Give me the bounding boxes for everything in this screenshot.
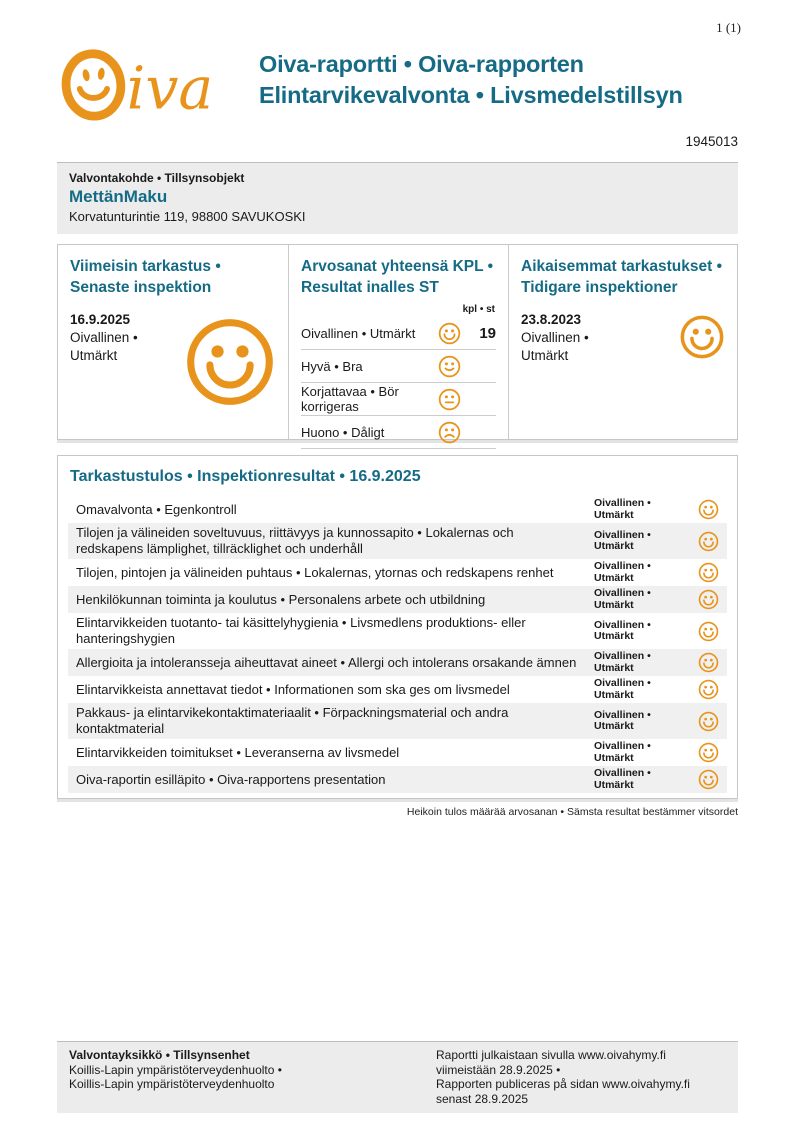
inspection-result-grade: Oivallinen • Utmärkt [594,497,651,521]
supervision-unit-line2: Koillis-Lapin ympäristöterveydenhuolto [69,1077,275,1091]
establishment-label: Valvontakohde • Tillsynsobjekt [69,171,245,185]
smiley-excellent-icon [698,499,719,520]
inspection-result-label: Elintarvikkeiden tuotanto- tai käsittelyhygienia • Livsmedlens produktions- eller hanteringshygien [76,615,526,646]
smiley-excellent-icon [698,679,719,700]
inspection-result-grade: Oivallinen • Utmärkt [594,560,651,584]
grade-summary-row [301,383,496,416]
smiley-excellent-icon [679,314,725,360]
smiley-excellent-icon [698,562,719,583]
inspection-result-row [68,766,727,793]
supervision-unit-line1: Koillis-Lapin ympäristöterveydenhuolto • [69,1062,282,1077]
page-number: 1 (1) [716,20,741,35]
inspection-result-grade: Oivallinen • Utmärkt [594,708,651,732]
inspection-result-grade: Oivallinen • Utmärkt [594,528,651,552]
grade-summary-row-label: Korjattavaa • Bör korrigeras [301,384,399,414]
inspection-result-row [68,676,727,703]
previous-inspections-heading: Aikaisemmat tarkastukset • Tidigare inspektioner [521,258,723,296]
inspection-result-row [68,649,727,676]
inspection-result-label: Oiva-raportin esilläpito • Oiva-rapportens presentation [76,771,386,787]
previous-inspection-date: 23.8.2023 [521,312,582,327]
smiley-excellent-icon [698,742,719,763]
report-title-line2: Elintarvikevalvonta • Livsmedelstillsyn [259,82,683,108]
inspection-result-grade: Oivallinen • Utmärkt [594,740,651,764]
smiley-excellent-icon [698,531,719,552]
report-title [259,49,683,111]
latest-inspection-heading [70,257,276,298]
report-footer [57,1041,738,1113]
publication-line2: viimeistään 28.9.2025 • [436,1062,561,1077]
inspection-result-label: Omavalvonta • Egenkontroll [76,501,237,517]
inspection-result-row [68,739,727,766]
inspection-result-row [68,559,727,586]
previous-inspection-result [521,312,589,365]
inspection-result-row [68,703,727,739]
publication-line4: senast 28.9.2025 [436,1091,529,1106]
inspection-results-box [57,455,738,799]
inspection-result-grade: Oivallinen • Utmärkt [594,650,651,674]
grade-summary-row [301,350,496,383]
inspection-results-rows [68,496,727,793]
inspection-result-label: Pakkaus- ja elintarvikekontaktimateriaalit • Förpackningsmaterial och andra kontaktmaterial [76,705,509,736]
report-title-line1: Oiva-raportti • Oiva-rapporten [259,51,584,77]
inspection-result-label: Tilojen ja välineiden soveltuvuus, riittävyys ja kunnossapito • Lokalernas och redskapens lämplighet, tillräcklighet och underhåll [76,525,514,556]
inspection-result-row [68,496,727,523]
latest-inspection-grade: Oivallinen • Utmärkt [70,330,138,363]
inspection-result-row [68,613,727,649]
inspection-result-label: Elintarvikkeista annettavat tiedot • Informationen som ska ges om livsmedel [76,681,510,697]
report-header [57,0,738,124]
smiley-excellent-icon [698,589,719,610]
inspection-result-label: Elintarvikkeiden toimitukset • Leveranserna av livsmedel [76,744,400,760]
smiley-excellent-icon [184,316,276,408]
inspection-result-grade: Oivallinen • Utmärkt [594,587,651,611]
inspection-result-row [68,586,727,613]
establishment-address: Korvatunturintie 119, 98800 SAVUKOSKI [69,209,306,224]
inspection-result-label: Allergioita ja intoleransseja aiheuttavat aineet • Allergi och intolerans orsakande ämnen [76,654,577,670]
inspection-result-label: Henkilökunnan toiminta ja koulutus • Personalens arbete och utbildning [76,591,486,607]
publication-info [436,1048,726,1106]
publication-line3: Rapporten publiceras på sidan www.oivahymy.fi [436,1077,690,1091]
logo-text: iva [126,54,214,123]
smiley-excellent-icon [698,769,719,790]
inspection-result-grade: Oivallinen • Utmärkt [594,767,651,791]
grade-summary-row-count: 19 [479,324,496,342]
inspection-summary-box [57,244,738,440]
results-footnote: Heikoin tulos määrää arvosanan • Sämsta resultat bestämmer vitsordet [406,806,738,818]
latest-inspection-heading-line2: Senaste inspektion [70,278,212,296]
inspection-result-row [68,523,727,559]
smiley-excellent-icon [698,621,719,642]
grade-summary-row-label: Hyvä • Bra [301,358,363,374]
latest-inspection-date: 16.9.2025 [70,312,131,327]
smiley-excellent-icon [698,711,719,732]
inspection-result-grade: Oivallinen • Utmärkt [594,677,651,701]
smiley-sad-icon [438,421,461,444]
latest-inspection-panel [58,245,288,439]
latest-inspection-result [70,312,138,408]
report-id: 1945013 [685,134,738,149]
previous-inspections-panel [509,245,737,439]
inspection-result-label: Tilojen, pintojen ja välineiden puhtaus • Lokalernas, ytornas och redskapens renhet [76,564,554,580]
grade-summary-panel [288,245,509,439]
smiley-excellent-icon [698,652,719,673]
previous-inspection-grade: Oivallinen • Utmärkt [521,330,589,363]
supervision-unit [69,1048,436,1106]
smiley-good-icon [438,355,461,378]
supervision-unit-label: Valvontayksikkö • Tillsynsenhet [69,1048,250,1062]
establishment-box [57,162,738,234]
inspection-result-grade: Oivallinen • Utmärkt [594,618,651,642]
grade-summary-row [301,416,496,449]
grade-summary-rows [301,317,496,449]
grade-summary-row-label: Huono • Dåligt [301,424,385,440]
oiva-logo [57,44,245,124]
grade-summary-heading: Arvosanat yhteensä KPL • Resultat inalles ST [301,258,494,296]
establishment-name: MettänMaku [69,187,168,206]
grade-summary-row-label: Oivallinen • Utmärkt [301,325,416,341]
smiley-neutral-icon [438,388,461,411]
latest-inspection-heading-line1: Viimeisin tarkastus • [70,258,221,275]
publication-line1: Raportti julkaistaan sivulla www.oivahymy.fi [436,1048,666,1062]
smiley-excellent-icon [438,322,461,345]
grade-summary-unit-label: kpl • st [462,304,495,315]
inspection-results-title: Tarkastustulos • Inspektionresultat • 16.9.2025 [70,468,421,485]
grade-summary-row [301,317,496,350]
